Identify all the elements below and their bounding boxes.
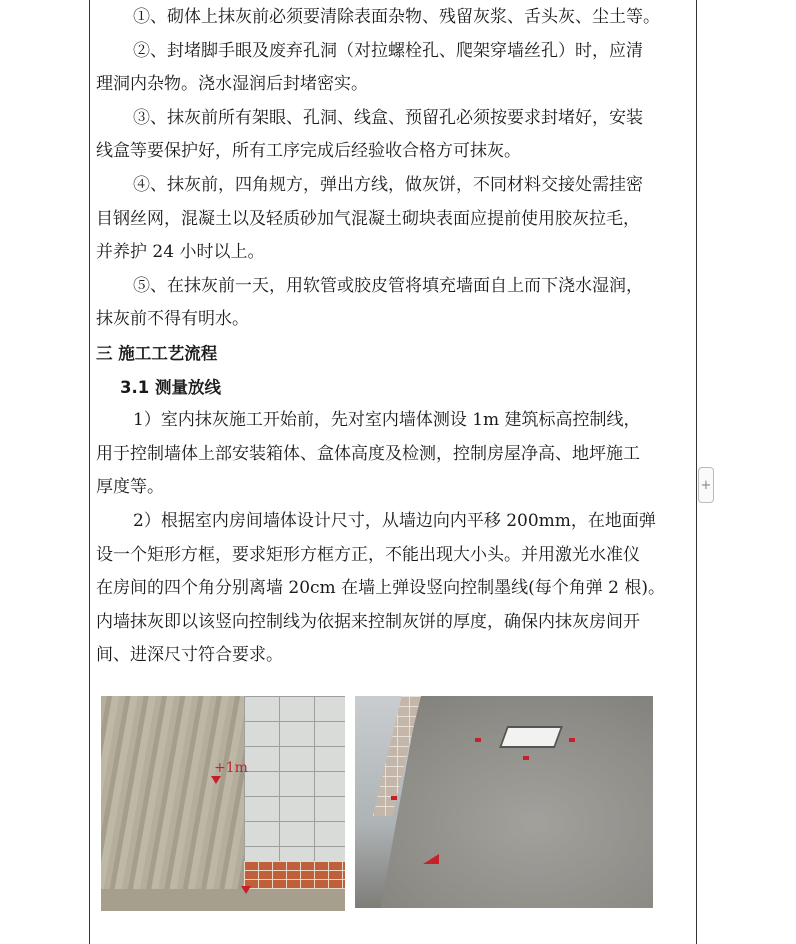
paragraph-line: ④、抹灰前，四角规方，弹出方线，做灰饼，不同材料交接处需挂密 [133, 174, 643, 195]
plus-icon[interactable]: + [698, 467, 714, 503]
wall-elevation-photo [101, 696, 345, 911]
paragraph-line: ⑤、在抹灰前一天，用软管或胶皮管将填充墙面自上而下浇水湿润， [133, 275, 643, 296]
table-border-left [89, 0, 90, 944]
table-border-right [696, 0, 697, 944]
paragraph-line: ③、抹灰前所有架眼、孔洞、线盒、预留孔必须按要求封堵好，安装 [133, 107, 643, 128]
section-heading: 三 施工工艺流程 [96, 343, 218, 363]
red-mark [391, 796, 397, 800]
paragraph-line: 2）根据室内房间墙体设计尺寸，从墙边向内平移 200mm，在地面弹 [133, 510, 656, 531]
paragraph-line: ①、砌体上抹灰前必须要清除表面杂物、残留灰浆、舌头灰、尘土等。 [133, 7, 660, 27]
plastered-wall [101, 696, 244, 911]
paragraph-line: 在房间的四个角分别离墙 20cm 在墙上弹设竖向控制墨线(每个角弹 2 根)。 [96, 578, 665, 599]
paragraph-line: ②、封堵脚手眼及废弃孔洞（对拉螺栓孔、爬架穿墙丝孔）时，应清 [133, 40, 643, 61]
subsection-heading: 3.1 测量放线 [120, 377, 221, 397]
red-flag-marker [423, 854, 439, 864]
floor-layout-photo [355, 696, 653, 908]
red-mark [475, 738, 481, 742]
elevation-mark-label: +1m [214, 760, 248, 776]
red-triangle-marker [211, 776, 221, 784]
floor-strip [101, 889, 345, 911]
paragraph-line: 厚度等。 [96, 477, 164, 498]
block-wall [244, 696, 345, 861]
paragraph-line: 抹灰前不得有明水。 [96, 309, 249, 330]
paragraph-line: 设一个矩形方框，要求矩形方框方正，不能出现大小头。并用激光水准仪 [96, 544, 640, 565]
red-triangle-marker [241, 886, 251, 894]
red-mark [569, 738, 575, 742]
paragraph-line: 1）室内抹灰施工开始前，先对室内墙体测设 1m 建筑标高控制线， [133, 410, 641, 431]
paragraph-line: 并养护 24 小时以上。 [96, 242, 265, 263]
document-body [96, 0, 692, 673]
red-mark [523, 756, 529, 760]
paragraph-line: 目钢丝网，混凝土以及轻质砂加气混凝土砌块表面应提前使用胶灰拉毛， [96, 208, 640, 229]
paragraph-line: 线盒等要保护好，所有工序完成后经验收合格方可抹灰。 [96, 141, 521, 162]
brick-course [244, 861, 345, 889]
floor-opening [499, 726, 563, 748]
paragraph-line: 内墙抹灰即以该竖向控制线为依据来控制灰饼的厚度，确保内抹灰房间开 [96, 611, 640, 632]
paragraph-line: 间、进深尺寸符合要求。 [96, 645, 283, 666]
paragraph-line: 理洞内杂物。浇水湿润后封堵密实。 [96, 74, 368, 95]
paragraph-line: 用于控制墙体上部安装箱体、盒体高度及检测，控制房屋净高、地坪施工 [96, 443, 640, 464]
